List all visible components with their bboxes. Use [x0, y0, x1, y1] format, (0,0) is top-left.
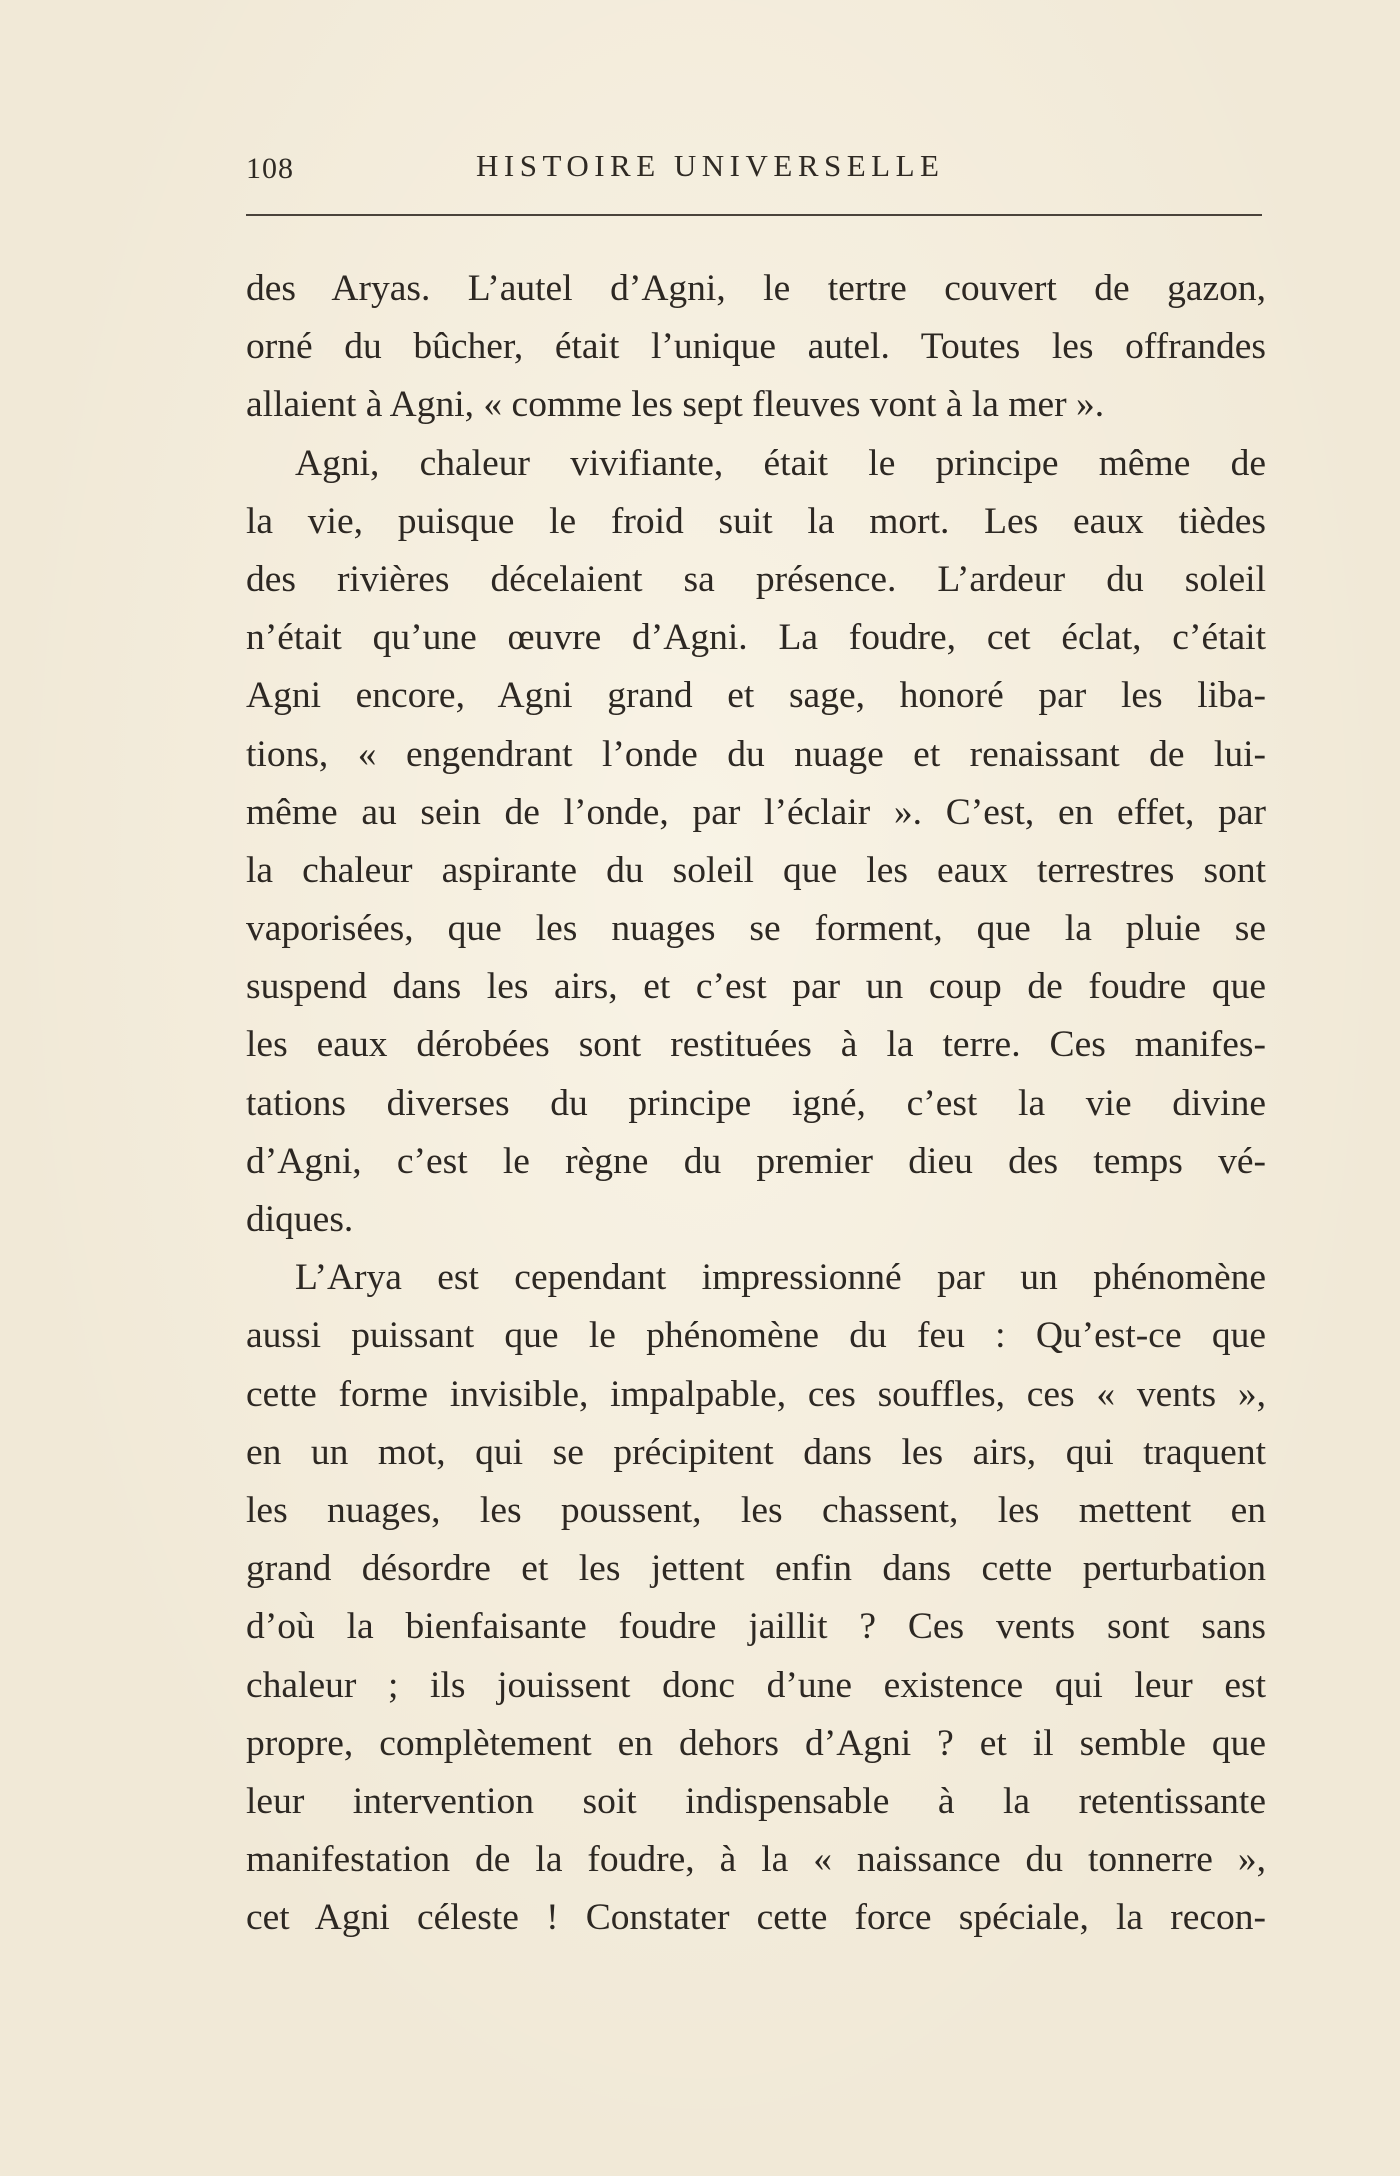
text-line: tions, « engendrant l’onde du nuage et renaissant de lui-: [246, 733, 1266, 775]
text-line: d’Agni, c’est le règne du premier dieu des temps vé-: [246, 1140, 1266, 1182]
text-line: aussi puissant que le phénomène du feu : Qu’est-ce que: [246, 1315, 1266, 1357]
text-line: tations diverses du principe igné, c’est la vie divine: [246, 1082, 1266, 1124]
paragraph-start-line: Agni, chaleur vivifiante, était le principe même de: [295, 442, 1266, 484]
page-number: 108: [246, 152, 294, 185]
text-line: cette forme invisible, impalpable, ces souffles, ces « vents »,: [246, 1373, 1266, 1415]
text-line: diques.: [246, 1199, 354, 1240]
text-line: grand désordre et les jettent enfin dans cette perturbation: [246, 1548, 1266, 1590]
text-line: suspend dans les airs, et c’est par un coup de foudre que: [246, 966, 1266, 1008]
text-line: des Aryas. L’autel d’Agni, le tertre couvert de gazon,: [246, 268, 1266, 309]
page-header: [246, 148, 1262, 198]
running-title: HISTOIRE UNIVERSELLE: [476, 148, 945, 183]
text-line: chaleur ; ils jouissent donc d’une existence qui leur est: [246, 1664, 1266, 1706]
text-line: cet Agni céleste ! Constater cette force spéciale, la recon-: [246, 1897, 1266, 1939]
text-line: en un mot, qui se précipitent dans les airs, qui traquent: [246, 1431, 1266, 1473]
paragraph-start-line: L’Arya est cependant impressionné par un phénomène: [295, 1257, 1266, 1299]
text-line: manifestation de la foudre, à la « naissance du tonnerre »,: [246, 1839, 1266, 1881]
text-line: propre, complètement en dehors d’Agni ? et il semble que: [246, 1722, 1266, 1764]
text-line: la vie, puisque le froid suit la mort. Les eaux tièdes: [246, 500, 1266, 542]
text-line: orné du bûcher, était l’unique autel. Toutes les offrandes: [246, 326, 1266, 368]
body-text: [246, 260, 1266, 1947]
text-line: les eaux dérobées sont restituées à la terre. Ces manifes-: [246, 1024, 1266, 1066]
text-line: la chaleur aspirante du soleil que les eaux terrestres sont: [246, 849, 1266, 891]
text-line: même au sein de l’onde, par l’éclair ». C’est, en effet, par: [246, 791, 1266, 833]
text-line: allaient à Agni, « comme les sept fleuves vont à la mer ».: [246, 384, 1105, 426]
text-line: n’était qu’une œuvre d’Agni. La foudre, cet éclat, c’était: [246, 617, 1266, 659]
text-line: vaporisées, que les nuages se forment, que la pluie se: [246, 908, 1266, 950]
text-line: leur intervention soit indispensable à la retentissante: [246, 1780, 1266, 1822]
header-rule: [246, 214, 1262, 216]
text-line: des rivières décelaient sa présence. L’ardeur du soleil: [246, 558, 1266, 600]
text-line: d’où la bienfaisante foudre jaillit ? Ces vents sont sans: [246, 1606, 1266, 1648]
text-line: Agni encore, Agni grand et sage, honoré par les liba-: [246, 675, 1266, 717]
text-line: les nuages, les poussent, les chassent, les mettent en: [246, 1489, 1266, 1531]
